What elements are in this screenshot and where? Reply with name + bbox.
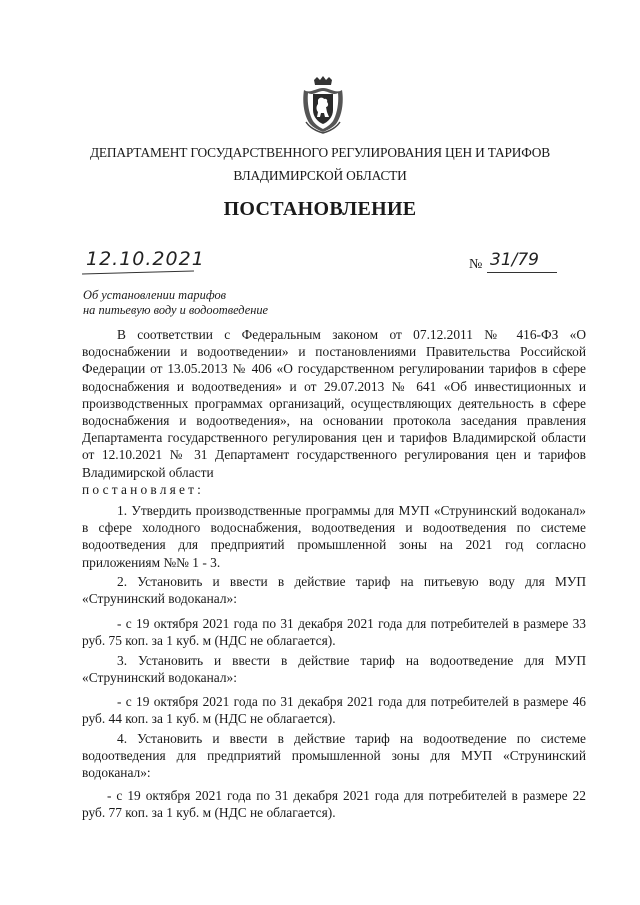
paragraph-item-2-tariff: - с 19 октября 2021 года по 31 декабря 2021 года для потребителей в размере 33 руб. 75 коп. за 1 куб. м (НДС не облагается). <box>82 616 586 649</box>
paragraph-preamble <box>82 326 586 498</box>
paragraph-item-2: 2. Установить и ввести в действие тариф на питьевую воду для МУП «Струнинский водоканал»: <box>82 574 586 607</box>
preamble-text: В соответствии с Федеральным законом от 07.12.2011 № 416-ФЗ «О водоснабжении и водоотведении» и постановлениями Правительства Российской Федерации от 13.05.2013 № 406 «О государственном регулировании тарифов в сфере водоснабжения и водоотведения» и от 29.07.2013 № 641 «Об инвестиционных и производственных программах организаций, осуществляющих деятельность в сфере водоснабжения и водоотведения», на основании протокола заседания правления Департамента государственного регулирования цен и тарифов Владимирской области от 12.10.2021 № 31 Департамент государственного регулирования цен и тарифов Владимирской области <box>82 327 586 480</box>
date-underline <box>82 271 194 275</box>
department-name-line1: ДЕПАРТАМЕНТ ГОСУДАРСТВЕННОГО РЕГУЛИРОВАНИЯ ЦЕН И ТАРИФОВ <box>89 145 550 160</box>
coat-of-arms-icon <box>300 76 346 134</box>
document-date: 12.10.2021 <box>86 248 205 270</box>
document-number: 31/79 <box>490 250 539 270</box>
document-subject <box>83 288 268 318</box>
paragraph-item-4: 4. Установить и ввести в действие тариф на водоотведение по системе водоотведения для предприятий промышленной зоны для МУП «Струнинский водоканал»: <box>82 731 586 781</box>
paragraph-item-3: 3. Установить и ввести в действие тариф на водоотведение для МУП «Струнинский водоканал»: <box>82 653 586 686</box>
subject-line1: Об установлении тарифов <box>83 288 227 302</box>
number-label: № <box>469 257 483 272</box>
subject-line2: на питьевую воду и водоотведение <box>83 303 269 317</box>
paragraph-item-1: 1. Утвердить производственные программы для МУП «Струнинский водоканал» в сфере холодного водоснабжения, водоотведения и водоотведения по системе водоотведения для предприятий промышленной зоны на 2021 год согласно приложениям №№ 1 - 3. <box>82 503 586 570</box>
preamble-resolves: постановляет: <box>82 481 205 497</box>
paragraph-item-4-tariff: - с 19 октября 2021 года по 31 декабря 2021 года для потребителей в размере 22 руб. 77 коп. за 1 куб. м (НДС не облагается). <box>82 788 586 821</box>
document-title: ПОСТАНОВЛЕНИЕ <box>223 198 417 220</box>
number-underline <box>487 272 557 273</box>
department-name-line2: ВЛАДИМИРСКОЙ ОБЛАСТИ <box>233 168 407 183</box>
paragraph-item-3-tariff: - с 19 октября 2021 года по 31 декабря 2021 года для потребителей в размере 46 руб. 44 коп. за 1 куб. м (НДС не облагается). <box>82 694 586 727</box>
